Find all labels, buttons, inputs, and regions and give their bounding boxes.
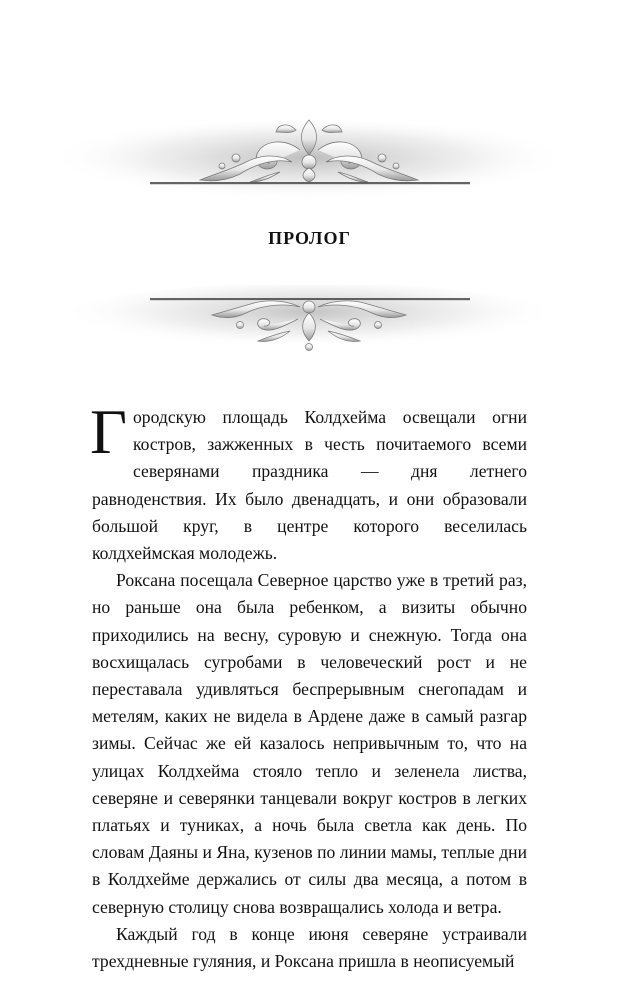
bottom-ornament-icon bbox=[0, 285, 619, 365]
top-ornament-icon bbox=[0, 100, 619, 210]
paragraph-text: ородскую площадь Колдхейма освещали огни костров, зажженных в честь почитаемого всеми северянами праздника — дня летнего равноденствия. Их было двенадцать, и они образовали большой круг, в центре которого веселилась колдхеймская молодежь. bbox=[92, 407, 527, 564]
paragraph: Каждый год в конце июня северяне устраивали трехдневные гуляния, и Роксана пришла в неописуемый bbox=[92, 923, 527, 972]
drop-cap: Г bbox=[90, 396, 127, 467]
paragraph: Роксана посещала Северное царство уже в третий раз, но раньше она была ребенком, а визиты обычно приходились на весну, суровую и снежную. Тогда она восхищалась сугробами в человеческий рост и не переставала удивляться беспрерывным снегопадам и метелям, каких не видела в Ардене даже в самый разгар зимы. Сейчас же ей казалось непривычным то, что на улицах Колдхейма стояло тепло и зеленела листва, северяне и северянки танцевали вокруг костров в легких платьях и туниках, а ночь была светла как день. По словам Даяны и Яна, кузенов по линии мамы, теплые дни в Колдхейме держались от силы два месяца, а потом в северную столицу снова возвращались холода и ветра. bbox=[92, 570, 527, 917]
chapter-title: ПРОЛОГ bbox=[268, 228, 351, 248]
chapter-body bbox=[90, 396, 527, 975]
paragraph bbox=[90, 396, 527, 567]
